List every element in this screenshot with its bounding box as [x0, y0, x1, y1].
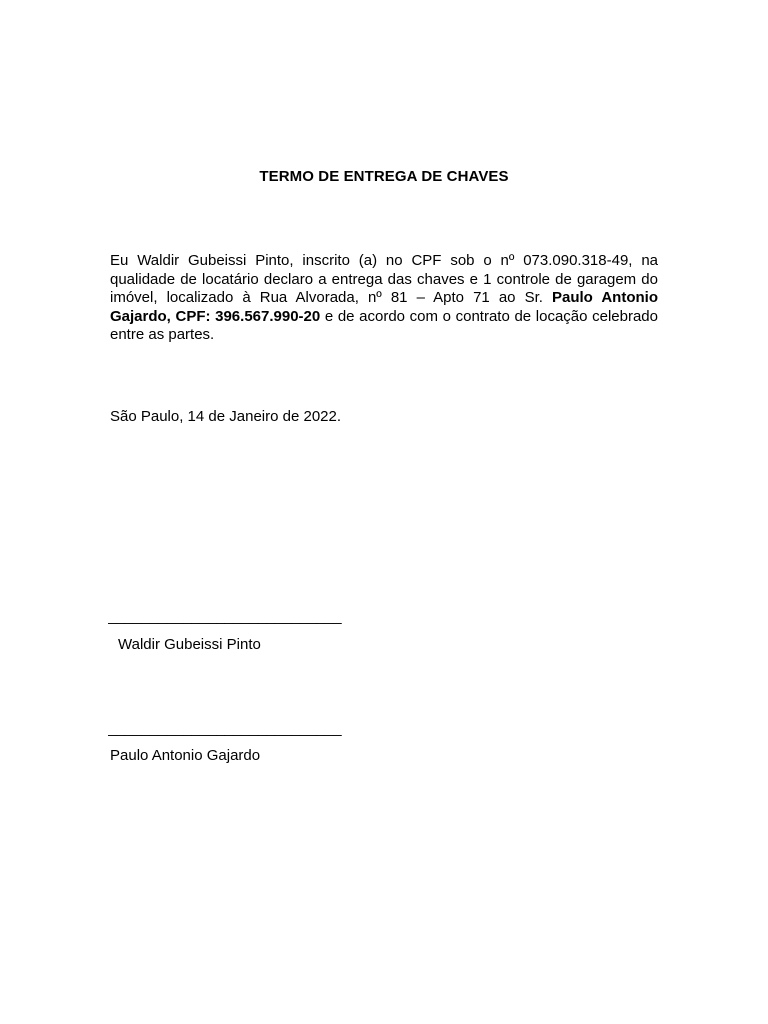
signature-line-tenant: ____________________________ [108, 608, 342, 625]
signature-name-tenant: Waldir Gubeissi Pinto [118, 636, 261, 653]
signature-name-recipient: Paulo Antonio Gajardo [110, 747, 261, 764]
body-paragraph [110, 252, 658, 345]
paragraph-text-start: Eu Waldir Gubeissi Pinto, inscrito (a) no CPF sob o nº 073.090.318-49, na qualidade de locatário declaro a entrega das chaves e 1 controle de garagem do imóvel, localizado à Rua Alvorada, nº 81 – Apto 71 ao Sr. [110, 252, 658, 307]
signature-line-recipient: ____________________________ [108, 720, 342, 737]
paragraph-bold-recipient: Paulo Antonio Gajardo, CPF: 396.567.990-20 [110, 289, 658, 325]
paragraph-text-end: e de acordo com o contrato de locação celebrado entre as partes. [110, 307, 658, 344]
date-location-line: São Paulo, 14 de Janeiro de 2022. [110, 408, 342, 425]
document-title: TERMO DE ENTREGA DE CHAVES [259, 168, 509, 185]
